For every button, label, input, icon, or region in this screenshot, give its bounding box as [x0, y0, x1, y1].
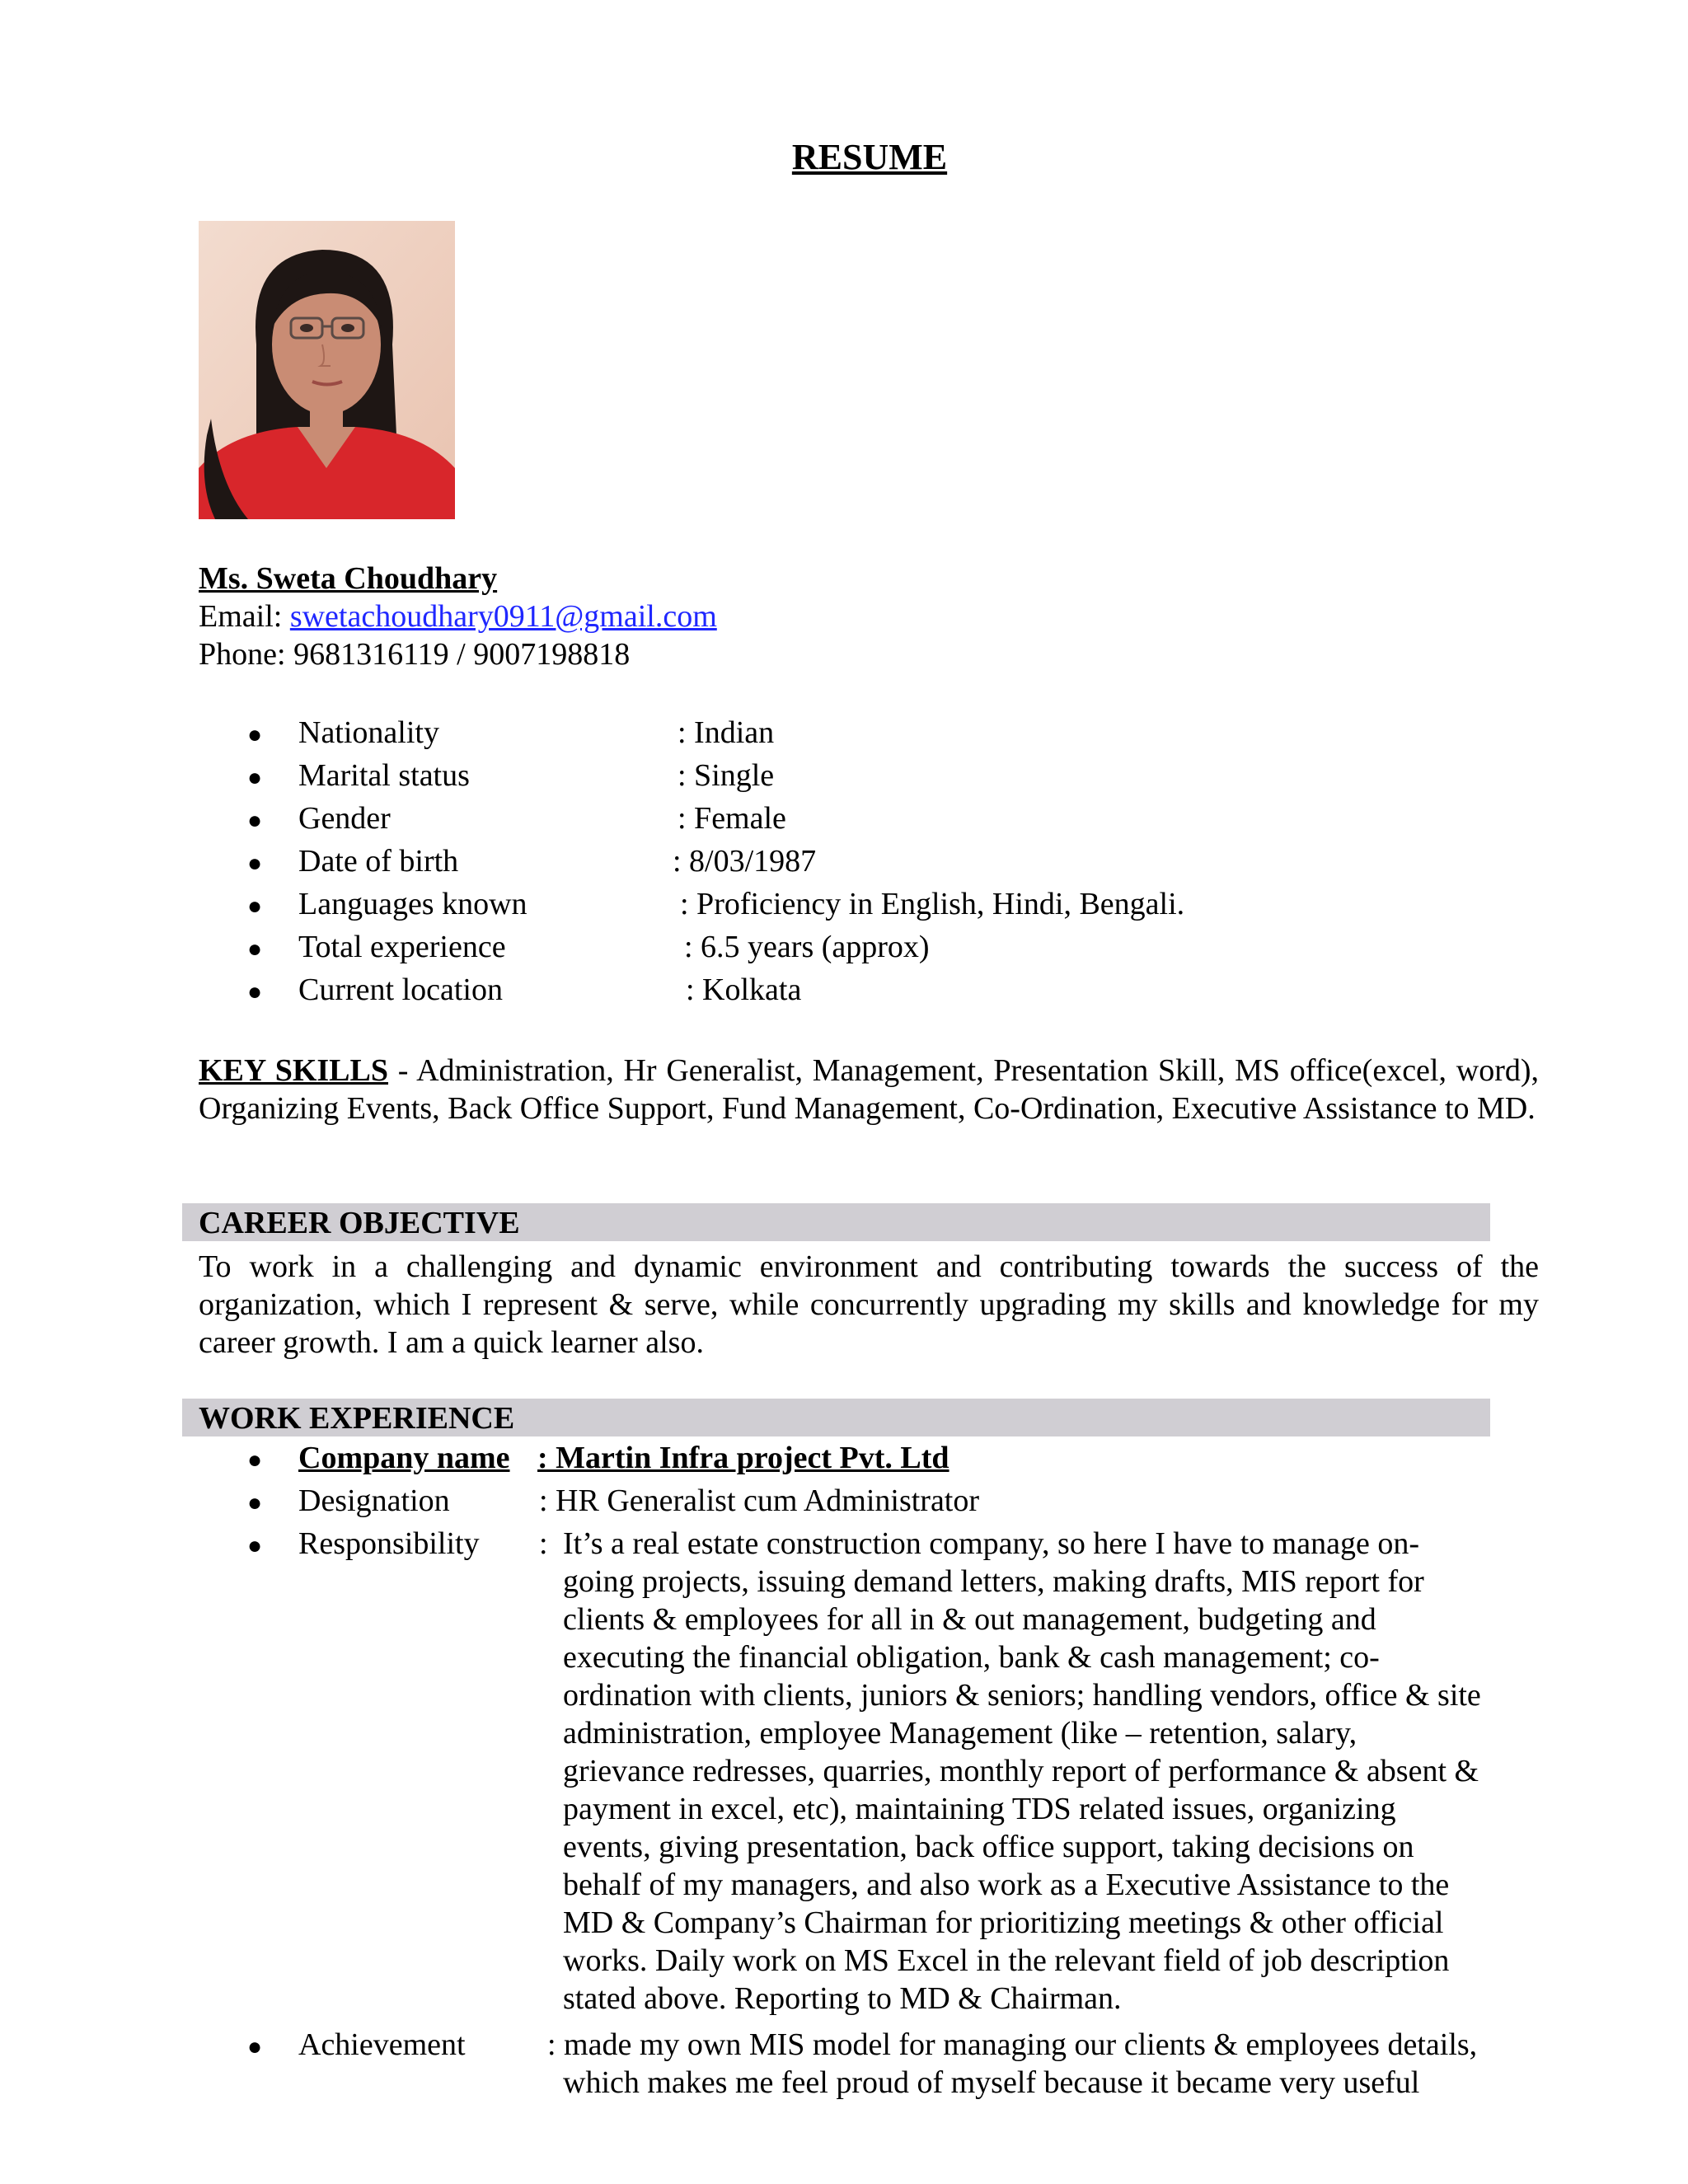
responsibility-label: Responsibility — [298, 1526, 480, 1561]
responsibility-colon: : — [539, 1526, 548, 1561]
detail-label: Marital status — [298, 758, 470, 793]
key-skills-text: - Administration, Hr Generalist, Management, Presentation Skill, MS office(excel, word), Organizing Events, Back Office Support, Fund Management, Co-Ordination, Executive Assistance to MD. — [199, 1053, 1539, 1126]
responsibility-line: works. Daily work on MS Excel in the relevant field of job description — [563, 1943, 1450, 1978]
bullet-icon: ● — [247, 764, 263, 791]
achievement-text-line: : made my own MIS model for managing our clients & employees details, — [547, 2027, 1478, 2062]
email-label: Email: — [199, 599, 283, 634]
detail-value: : Indian — [678, 715, 775, 750]
responsibility-line: executing the financial obligation, bank & cash management; co- — [563, 1640, 1380, 1675]
bullet-icon: ● — [247, 935, 263, 963]
responsibility-line: payment in excel, etc), maintaining TDS related issues, organizing — [563, 1792, 1396, 1826]
bullet-icon: ● — [247, 1489, 263, 1516]
company-label: Company name — [298, 1441, 510, 1475]
phone-line — [199, 635, 630, 673]
company-value: : Martin Infra project Pvt. Ltd — [537, 1441, 950, 1475]
detail-label: Languages known — [298, 887, 528, 921]
detail-value: : Female — [678, 801, 786, 836]
responsibility-line: administration, employee Management (like – retention, salary, — [563, 1716, 1357, 1750]
bullet-icon: ● — [247, 721, 263, 748]
detail-label: Current location — [298, 972, 503, 1007]
detail-value: : Kolkata — [686, 972, 802, 1007]
work-experience-heading: WORK EXPERIENCE — [199, 1401, 515, 1436]
bullet-icon: ● — [247, 850, 263, 877]
detail-value: : 6.5 years (approx) — [684, 930, 930, 964]
bullet-icon: ● — [247, 807, 263, 834]
email-line — [199, 598, 717, 635]
bullet-icon: ● — [247, 1446, 263, 1474]
responsibility-line: grievance redresses, quarries, monthly report of performance & absent & — [563, 1754, 1479, 1788]
career-objective-text: To work in a challenging and dynamic environment and contributing towards the success of the organization, which I represent & serve, while concurrently upgrading my skills and knowledge for my career growth. I am a quick learner also. — [199, 1249, 1539, 1360]
responsibility-line: MD & Company’s Chairman for prioritizing meetings & other official — [563, 1905, 1444, 1940]
detail-label: Gender — [298, 801, 391, 836]
phone-label: Phone: — [199, 637, 286, 672]
designation-value: : HR Generalist cum Administrator — [539, 1483, 980, 1518]
email-link[interactable]: swetachoudhary0911@gmail.com — [289, 599, 717, 634]
responsibility-line: behalf of my managers, and also work as a Executive Assistance to the — [563, 1868, 1450, 1902]
achievement-label: Achievement — [298, 2027, 466, 2062]
responsibility-text — [563, 1525, 1544, 2018]
bullet-icon: ● — [247, 1532, 263, 1559]
responsibility-line: going projects, issuing demand letters, making drafts, MIS report for — [563, 1564, 1424, 1599]
detail-value: : Single — [678, 758, 775, 793]
detail-label: Total experience — [298, 930, 506, 964]
bullet-icon: ● — [247, 2033, 263, 2060]
candidate-name: Ms. Sweta Choudhary — [199, 561, 498, 596]
page-title: RESUME — [791, 137, 948, 177]
responsibility-line: stated above. Reporting to MD & Chairman. — [563, 1981, 1122, 2016]
responsibility-line: clients & employees for all in & out management, budgeting and — [563, 1602, 1376, 1637]
responsibility-line: events, giving presentation, back office support, taking decisions on — [563, 1830, 1414, 1864]
responsibility-line: ordination with clients, juniors & seniors; handling vendors, office & site — [563, 1678, 1481, 1713]
bullet-icon: ● — [247, 893, 263, 920]
detail-label: Date of birth — [298, 844, 459, 879]
detail-label: Nationality — [298, 715, 439, 750]
designation-label: Designation — [298, 1483, 450, 1518]
key-skills-label: KEY SKILLS — [199, 1053, 389, 1088]
key-skills-paragraph — [199, 1052, 1539, 1127]
responsibility-line: It’s a real estate construction company, so here I have to manage on- — [563, 1526, 1419, 1561]
detail-value: : Proficiency in English, Hindi, Bengali. — [680, 887, 1185, 921]
phone-value: 9681316119 / 9007198818 — [293, 637, 631, 672]
bullet-icon: ● — [247, 978, 263, 1005]
profile-photo — [199, 221, 455, 519]
career-objective-heading: CAREER OBJECTIVE — [199, 1206, 520, 1240]
achievement-text-line: which makes me feel proud of myself because it became very useful — [563, 2065, 1420, 2100]
detail-value: : 8/03/1987 — [673, 844, 817, 879]
